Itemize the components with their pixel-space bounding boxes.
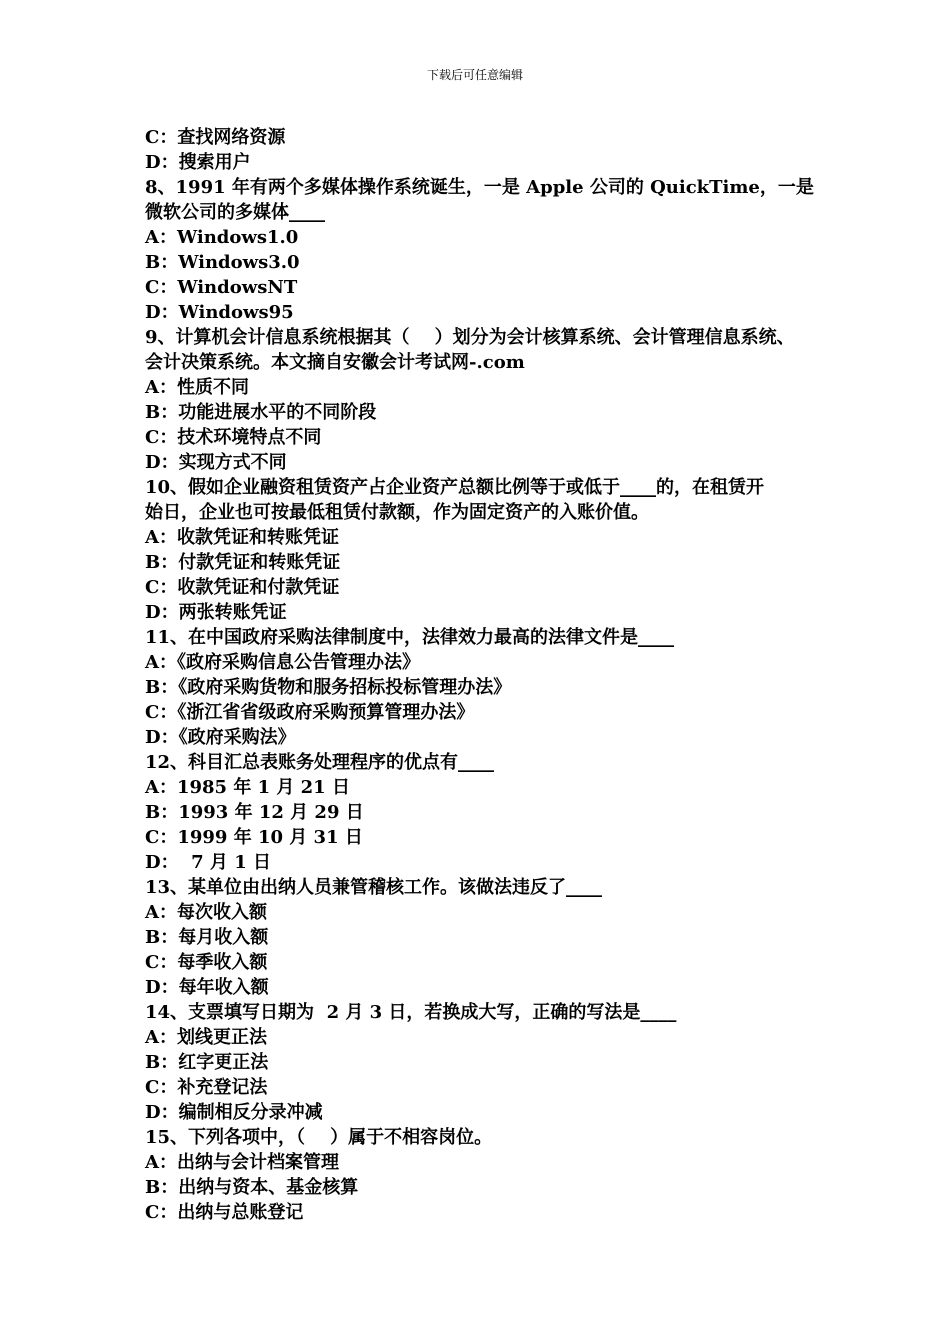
option-a: A：收款凭证和转账凭证 <box>145 527 339 548</box>
option-c: C：每季收入额 <box>145 952 268 973</box>
option-a: A：Windows1.0 <box>145 227 299 248</box>
option-d: D：实现方式不同 <box>145 452 287 473</box>
option-c: C：出纳与总账登记 <box>145 1202 304 1223</box>
option-a: A：《政府采购信息公告管理办法》 <box>145 652 420 673</box>
option-b: B：每月收入额 <box>145 927 269 948</box>
question-8: 8、1991 年有两个多媒体操作系统诞生，一是 Apple 公司的 QuickTime，一是 <box>145 177 814 198</box>
option-c: C：1999 年 10 月 31 日 <box>145 827 363 848</box>
option-c: C：《浙江省省级政府采购预算管理办法》 <box>145 702 475 723</box>
text-line: C：查找网络资源 <box>145 127 286 148</box>
option-a: A：划线更正法 <box>145 1027 267 1048</box>
option-b: B：Windows3.0 <box>145 252 300 273</box>
question-9: 9、计算机会计信息系统根据其（ ）划分为会计核算系统、会计管理信息系统、 <box>145 327 795 348</box>
option-b: B：功能进展水平的不同阶段 <box>145 402 377 423</box>
option-b: B：出纳与资本、基金核算 <box>145 1177 359 1198</box>
option-b: B：红字更正法 <box>145 1052 269 1073</box>
question-14: 14、支票填写日期为 2 月 3 日，若换成大写，正确的写法是____ <box>145 1002 677 1023</box>
option-d: D：Windows95 <box>145 302 294 323</box>
question-13: 13、某单位由出纳人员兼管稽核工作。该做法违反了____ <box>145 877 603 898</box>
question-11: 11、在中国政府采购法律制度中，法律效力最高的法律文件是____ <box>145 627 675 648</box>
option-d: D：每年收入额 <box>145 977 269 998</box>
option-d: D： 7 月 1 日 <box>145 852 271 873</box>
option-d: D：两张转账凭证 <box>145 602 287 623</box>
option-a: A：每次收入额 <box>145 902 267 923</box>
option-c: C：WindowsNT <box>145 277 298 298</box>
option-d: D：编制相反分录冲减 <box>145 1102 323 1123</box>
option-c: C：补充登记法 <box>145 1077 268 1098</box>
text-line: 会计决策系统。本文摘自安徽会计考试网-.com <box>145 352 525 373</box>
question-15: 15、下列各项中，（ ）属于不相容岗位。 <box>145 1127 493 1148</box>
option-a: A：性质不同 <box>145 377 249 398</box>
document-body <box>145 125 825 1225</box>
option-a: A：出纳与会计档案管理 <box>145 1152 339 1173</box>
option-d: D：《政府采购法》 <box>145 727 296 748</box>
option-b: B：《政府采购货物和服务招标投标管理办法》 <box>145 677 512 698</box>
text-line: 微软公司的多媒体____ <box>145 202 325 223</box>
question-10: 10、假如企业融资租赁资产占企业资产总额比例等于或低于____的，在租赁开 <box>145 477 765 498</box>
option-b: B：付款凭证和转账凭证 <box>145 552 341 573</box>
option-a: A：1985 年 1 月 21 日 <box>145 777 350 798</box>
page-header: 下载后可任意编辑 <box>426 68 523 82</box>
text-line: D：搜索用户 <box>145 152 251 173</box>
question-12: 12、科目汇总表账务处理程序的优点有____ <box>145 752 495 773</box>
option-c: C：技术环境特点不同 <box>145 427 322 448</box>
option-c: C：收款凭证和付款凭证 <box>145 577 340 598</box>
option-b: B：1993 年 12 月 29 日 <box>145 802 364 823</box>
text-line: 始日，企业也可按最低租赁付款额，作为固定资产的入账价值。 <box>145 502 649 523</box>
